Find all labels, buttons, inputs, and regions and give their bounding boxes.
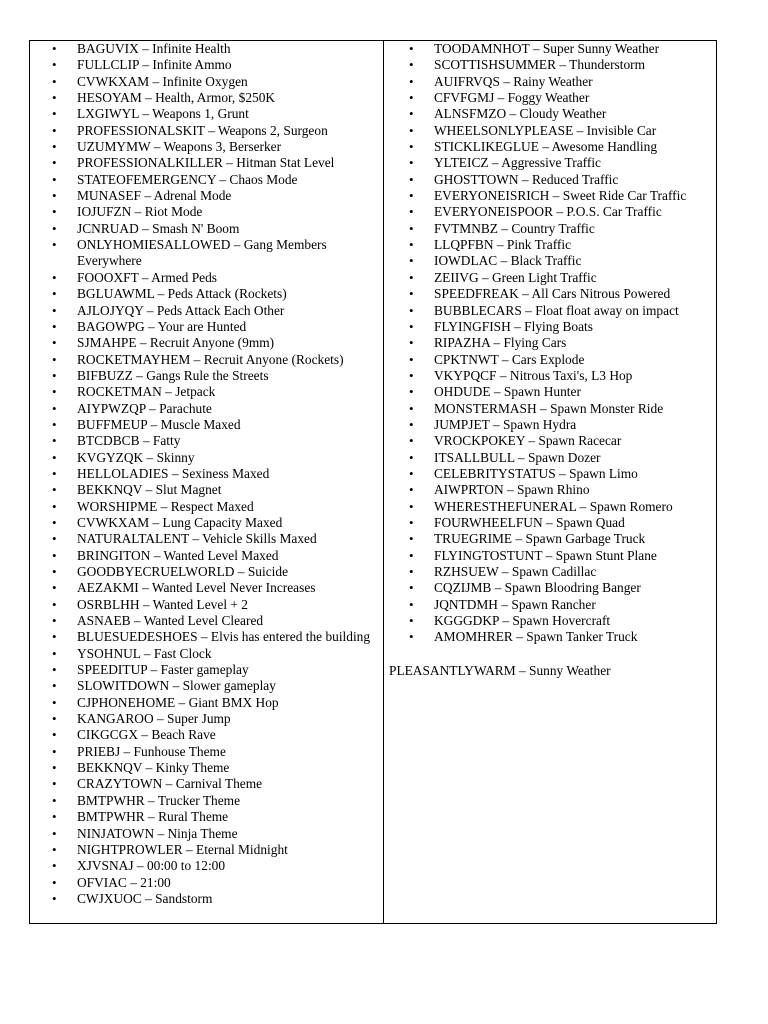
code-list-item: • PROFESSIONALSKIT – Weapons 2, Surgeon xyxy=(30,123,379,139)
code-list-item: • IOJUFZN – Riot Mode xyxy=(30,204,379,220)
code-list-item: • GHOSTTOWN – Reduced Traffic xyxy=(384,172,712,188)
code-list-item: • SPEEDITUP – Faster gameplay xyxy=(30,662,379,678)
standalone-code-line: PLEASANTLYWARM – Sunny Weather xyxy=(389,663,611,678)
code-list-item: • SJMAHPE – Recruit Anyone (9mm) xyxy=(30,335,379,351)
code-list-item: • CVWKXAM – Lung Capacity Maxed xyxy=(30,515,379,531)
code-list-item: • BAGUVIX – Infinite Health xyxy=(30,41,379,57)
code-list-item: • BAGOWPG – Your are Hunted xyxy=(30,319,379,335)
code-list-item: • BUBBLECARS – Float float away on impact xyxy=(384,303,712,319)
code-list-item: • LXGIWYL – Weapons 1, Grunt xyxy=(30,106,379,122)
code-list-item: • VKYPQCF – Nitrous Taxi's, L3 Hop xyxy=(384,368,712,384)
code-list-item: • STICKLIKEGLUE – Awesome Handling xyxy=(384,139,712,155)
code-list-item: • AEZAKMI – Wanted Level Never Increases xyxy=(30,580,379,596)
code-list-item: • BTCDBCB – Fatty xyxy=(30,433,379,449)
code-list-item: • WORSHIPME – Respect Maxed xyxy=(30,499,379,515)
code-list-item: • FLYINGTOSTUNT – Spawn Stunt Plane xyxy=(384,548,712,564)
code-list-item: • AUIFRVQS – Rainy Weather xyxy=(384,74,712,90)
code-list-item: • HELLOLADIES – Sexiness Maxed xyxy=(30,466,379,482)
code-list-item: • BIFBUZZ – Gangs Rule the Streets xyxy=(30,368,379,384)
code-list-item: • ZEIIVG – Green Light Traffic xyxy=(384,270,712,286)
code-list-item: • FVTMNBZ – Country Traffic xyxy=(384,221,712,237)
code-list-item: • STATEOFEMERGENCY – Chaos Mode xyxy=(30,172,379,188)
code-list-item: • FOOOXFT – Armed Peds xyxy=(30,270,379,286)
code-list-item: • OHDUDE – Spawn Hunter xyxy=(384,384,712,400)
left-column xyxy=(30,41,384,923)
code-list-item: • JQNTDMH – Spawn Rancher xyxy=(384,597,712,613)
code-list-item: • FLYINGFISH – Flying Boats xyxy=(384,319,712,335)
code-list-item: • WHEELSONLYPLEASE – Invisible Car xyxy=(384,123,712,139)
code-list-item: • ROCKETMAYHEM – Recruit Anyone (Rockets) xyxy=(30,352,379,368)
code-list-item: • JCNRUAD – Smash N' Boom xyxy=(30,221,379,237)
code-list-item: • CWJXUOC – Sandstorm xyxy=(30,891,379,907)
code-list-item: • CRAZYTOWN – Carnival Theme xyxy=(30,776,379,792)
code-list-item: • HESOYAM – Health, Armor, $250K xyxy=(30,90,379,106)
code-list-item: • TOODAMNHOT – Super Sunny Weather xyxy=(384,41,712,57)
code-list-item: • XJVSNAJ – 00:00 to 12:00 xyxy=(30,858,379,874)
code-list-item: • NATURALTALENT – Vehicle Skills Maxed xyxy=(30,531,379,547)
code-list-item: • ROCKETMAN – Jetpack xyxy=(30,384,379,400)
code-list-item: • NIGHTPROWLER – Eternal Midnight xyxy=(30,842,379,858)
code-list-item: • TRUEGRIME – Spawn Garbage Truck xyxy=(384,531,712,547)
code-list-item: • AIWPRTON – Spawn Rhino xyxy=(384,482,712,498)
code-list-item: • BEKKNQV – Kinky Theme xyxy=(30,760,379,776)
code-list-item: • BMTPWHR – Rural Theme xyxy=(30,809,379,825)
code-list-item: • ONLYHOMIESALLOWED – Gang Members Everywhere xyxy=(30,237,379,270)
code-list-item: • AIYPWZQP – Parachute xyxy=(30,401,379,417)
code-list-item: • CQZIJMB – Spawn Bloodring Banger xyxy=(384,580,712,596)
code-list-item: • KVGYZQK – Skinny xyxy=(30,450,379,466)
code-list-item: • AJLOJYQY – Peds Attack Each Other xyxy=(30,303,379,319)
code-list-item: • JUMPJET – Spawn Hydra xyxy=(384,417,712,433)
right-column xyxy=(384,41,716,923)
code-list-item: • IOWDLAC – Black Traffic xyxy=(384,253,712,269)
code-list-item: • MUNASEF – Adrenal Mode xyxy=(30,188,379,204)
code-list-item: • BUFFMEUP – Muscle Maxed xyxy=(30,417,379,433)
code-list-item: • RIPAZHA – Flying Cars xyxy=(384,335,712,351)
code-list-item: • OSRBLHH – Wanted Level + 2 xyxy=(30,597,379,613)
code-list-item: • BGLUAWML – Peds Attack (Rockets) xyxy=(30,286,379,302)
code-list-item: • SPEEDFREAK – All Cars Nitrous Powered xyxy=(384,286,712,302)
left-code-list xyxy=(30,41,379,907)
code-list-item: • CPKTNWT – Cars Explode xyxy=(384,352,712,368)
code-list-item: • YSOHNUL – Fast Clock xyxy=(30,646,379,662)
code-list-item: • YLTEICZ – Aggressive Traffic xyxy=(384,155,712,171)
code-list-item: • CFVFGMJ – Foggy Weather xyxy=(384,90,712,106)
code-list-item: • WHERESTHEFUNERAL – Spawn Romero xyxy=(384,499,712,515)
code-list-item: • RZHSUEW – Spawn Cadillac xyxy=(384,564,712,580)
code-list-item: • KGGGDKP – Spawn Hovercraft xyxy=(384,613,712,629)
code-list-item: • CELEBRITYSTATUS – Spawn Limo xyxy=(384,466,712,482)
code-list-item: • LLQPFBN – Pink Traffic xyxy=(384,237,712,253)
code-list-item: • PRIEBJ – Funhouse Theme xyxy=(30,744,379,760)
code-list-item: • BEKKNQV – Slut Magnet xyxy=(30,482,379,498)
code-list-item: • VROCKPOKEY – Spawn Racecar xyxy=(384,433,712,449)
cheat-code-table xyxy=(29,40,717,924)
code-list-item: • UZUMYMW – Weapons 3, Berserker xyxy=(30,139,379,155)
code-list-item: • AMOMHRER – Spawn Tanker Truck xyxy=(384,629,712,645)
code-list-item: • PROFESSIONALKILLER – Hitman Stat Level xyxy=(30,155,379,171)
code-list-item: • SLOWITDOWN – Slower gameplay xyxy=(30,678,379,694)
code-list-item: • BMTPWHR – Trucker Theme xyxy=(30,793,379,809)
code-list-item: • BLUESUEDESHOES – Elvis has entered the building xyxy=(30,629,379,645)
code-list-item: • FOURWHEELFUN – Spawn Quad xyxy=(384,515,712,531)
right-code-list xyxy=(384,41,712,646)
code-list-item: • CIKGCGX – Beach Rave xyxy=(30,727,379,743)
code-list-item: • ALNSFMZO – Cloudy Weather xyxy=(384,106,712,122)
code-list-item: • CJPHONEHOME – Giant BMX Hop xyxy=(30,695,379,711)
code-list-item: • ASNAEB – Wanted Level Cleared xyxy=(30,613,379,629)
code-list-item: • NINJATOWN – Ninja Theme xyxy=(30,826,379,842)
code-list-item: • ITSALLBULL – Spawn Dozer xyxy=(384,450,712,466)
code-list-item: • KANGAROO – Super Jump xyxy=(30,711,379,727)
code-list-item: • CVWKXAM – Infinite Oxygen xyxy=(30,74,379,90)
code-list-item: • MONSTERMASH – Spawn Monster Ride xyxy=(384,401,712,417)
code-list-item: • EVERYONEISRICH – Sweet Ride Car Traffic xyxy=(384,188,712,204)
code-list-item: • FULLCLIP – Infinite Ammo xyxy=(30,57,379,73)
code-list-item: • EVERYONEISPOOR – P.O.S. Car Traffic xyxy=(384,204,712,220)
code-list-item: • OFVIAC – 21:00 xyxy=(30,875,379,891)
code-list-item: • SCOTTISHSUMMER – Thunderstorm xyxy=(384,57,712,73)
code-list-item: • GOODBYECRUELWORLD – Suicide xyxy=(30,564,379,580)
code-list-item: • BRINGITON – Wanted Level Maxed xyxy=(30,548,379,564)
